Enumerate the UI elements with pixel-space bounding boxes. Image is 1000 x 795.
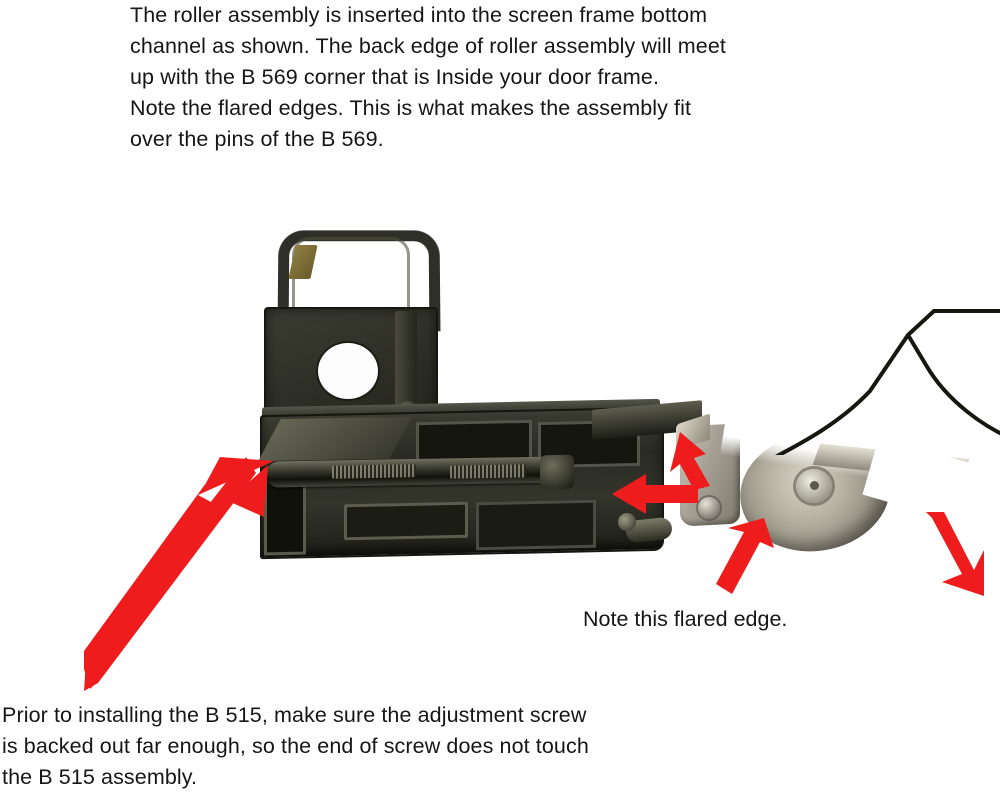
bottom-instruction-text <box>2 700 832 793</box>
corner-plate-hole <box>318 343 378 399</box>
arrow-to-adjustment-screw <box>78 455 278 695</box>
top-instruction-line-2: channel as shown. The back edge of roller assembly will meet <box>130 34 726 58</box>
arrow-to-wheel-edge <box>918 512 988 598</box>
bottom-instruction-line-2: is backed out far enough, so the end of screw does not touch <box>2 734 589 758</box>
roller-assembly-photo <box>240 215 1000 605</box>
arrow-to-housing-bottom <box>716 518 778 598</box>
flared-edge-caption: Note this flared edge. <box>583 607 788 631</box>
channel-opening-d <box>476 500 596 551</box>
bottom-instruction-line-3: the B 515 assembly. <box>2 765 198 789</box>
top-instruction-line-1: The roller assembly is inserted into the screen frame bottom <box>130 3 708 27</box>
roller-housing-rivet <box>698 497 720 519</box>
top-instruction-line-3: up with the B 569 corner that is Inside your door frame. <box>130 65 660 89</box>
top-instruction-text <box>130 0 930 155</box>
top-instruction-line-5: over the pins of the B 569. <box>130 127 384 151</box>
shaft-knurl-right <box>450 464 526 478</box>
roller-wheel-hub-center <box>810 481 819 490</box>
shaft-knurl-left <box>332 464 416 478</box>
arrow-to-housing-top <box>666 432 712 490</box>
bottom-instruction-line-1: Prior to installing the B 515, make sure the adjustment screw <box>2 703 587 727</box>
top-instruction-line-4: Note the flared edges. This is what makes the assembly fit <box>130 96 692 120</box>
adjustment-screw-head <box>540 455 574 490</box>
channel-opening-c <box>344 502 468 541</box>
channel-diagonal-face <box>258 417 412 461</box>
spring-wire <box>758 295 1000 455</box>
